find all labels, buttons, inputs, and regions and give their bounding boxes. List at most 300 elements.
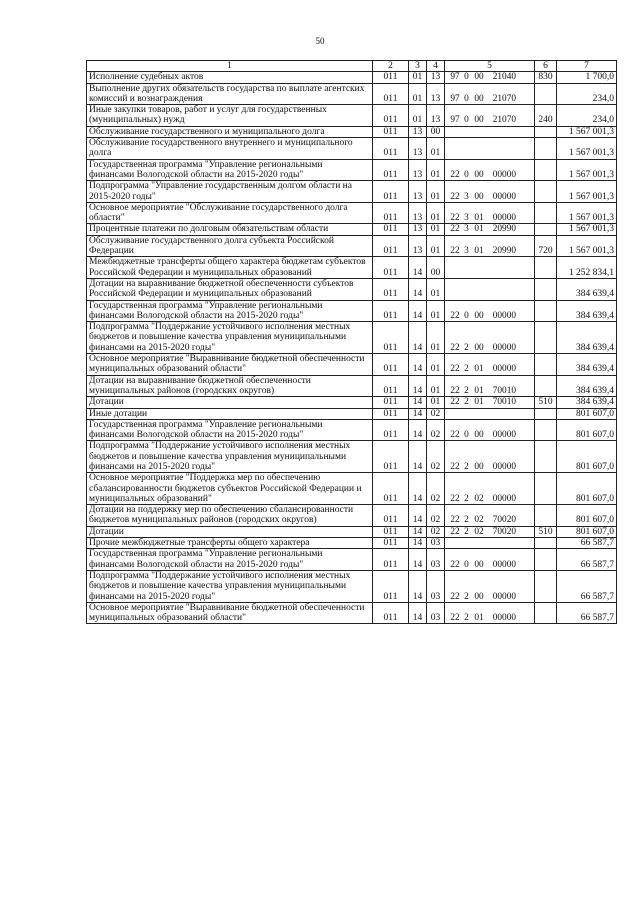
target-article-part: 2 [464,364,469,375]
row-ministry-code: 011 [373,375,409,397]
row-amount: 66 587,7 [557,538,617,549]
row-amount: 801 607,0 [557,408,617,419]
target-article-part: 2 [464,342,469,353]
row-expense-type [535,224,557,235]
row-target-article [445,72,535,83]
row-expense-type: 720 [535,235,557,257]
row-expense-type [535,441,557,473]
target-article-part: 22 [450,515,460,526]
row-section-code: 14 [409,473,427,505]
row-ministry-code: 011 [373,549,409,571]
row-amount: 66 587,7 [557,549,617,571]
row-name: Государственная программа "Управление региональными финансами Вологодской области на 2015-2020 годы" [87,419,373,441]
row-name: Подпрограмма "Поддержание устойчивого исполнения местных бюджетов и повышение качества управления муниципальными финансами на 2015-2020 годы" [87,441,373,473]
target-article-part: 0 [464,169,469,180]
row-target-article [445,181,535,203]
row-ministry-code: 011 [373,538,409,549]
row-subsection-code: 01 [427,300,445,322]
target-article-part: 22 [450,169,460,180]
target-article-part: 20990 [492,246,516,257]
row-ministry-code: 011 [373,224,409,235]
row-target-article [445,526,535,537]
row-amount: 801 607,0 [557,526,617,537]
row-expense-type [535,602,557,624]
target-article-part: 22 [450,385,460,396]
target-article-part: 22 [450,224,460,235]
table-row [87,473,617,505]
target-article-part: 70010 [492,397,516,408]
target-article-part: 02 [474,526,484,537]
target-article-part: 00000 [492,613,516,624]
target-article-part: 01 [474,385,484,396]
target-article-part: 2 [464,526,469,537]
row-subsection-code: 00 [427,257,445,279]
target-article-part: 97 [450,72,460,83]
row-name: Дотации на поддержку мер по обеспечению сбалансированности бюджетов муниципальных районов (городских округов) [87,505,373,527]
row-expense-type: 510 [535,526,557,537]
target-article-part: 22 [450,613,460,624]
row-name: Прочие межбюджетные трансферты общего характера [87,538,373,549]
target-article-part: 2 [464,591,469,602]
target-article-part: 00000 [492,191,516,202]
row-subsection-code: 01 [427,375,445,397]
row-target-article [445,549,535,571]
target-article-part: 3 [464,246,469,257]
target-article-part: 2 [464,397,469,408]
target-article-part: 00000 [492,461,516,472]
row-name: Выполнение других обязательств государства по выплате агентских комиссий и вознаграждения [87,83,373,105]
row-amount: 801 607,0 [557,441,617,473]
row-subsection-code: 01 [427,202,445,224]
row-subsection-code: 01 [427,224,445,235]
row-name: Основное мероприятие "Выравнивание бюджетной обеспеченности муниципальных образований области" [87,354,373,376]
target-article-part: 97 [450,93,460,104]
target-article-part: 00000 [492,430,516,441]
row-amount: 234,0 [557,83,617,105]
row-target-article [445,441,535,473]
row-name: Исполнение судебных актов [87,72,373,83]
target-article-part: 00000 [492,169,516,180]
row-subsection-code: 02 [427,441,445,473]
row-ministry-code: 011 [373,397,409,408]
target-article-part: 22 [450,591,460,602]
target-article-part: 22 [450,526,460,537]
row-expense-type [535,202,557,224]
row-expense-type [535,549,557,571]
row-target-article [445,354,535,376]
column-header: 2 [373,61,409,72]
row-ministry-code: 011 [373,83,409,105]
row-expense-type: 830 [535,72,557,83]
row-target-article [445,105,535,127]
row-name: Подпрограмма "Поддержание устойчивого исполнения местных бюджетов и повышение качества управления муниципальными финансами на 2015-2020 годы" [87,322,373,354]
target-article-part: 00000 [492,310,516,321]
row-subsection-code: 01 [427,181,445,203]
target-article-part: 3 [464,213,469,224]
row-amount: 1 567 001,3 [557,202,617,224]
column-header: 7 [557,61,617,72]
row-amount: 384 639,4 [557,278,617,300]
table-header-row [87,61,617,72]
row-subsection-code: 02 [427,419,445,441]
row-section-code: 14 [409,375,427,397]
row-expense-type [535,375,557,397]
row-amount: 801 607,0 [557,419,617,441]
row-section-code: 14 [409,505,427,527]
row-name: Дотации на выравнивание бюджетной обеспеченности муниципальных районов (городских округов) [87,375,373,397]
row-amount: 66 587,7 [557,602,617,624]
table-row [87,408,617,419]
row-target-article [445,473,535,505]
row-ministry-code: 011 [373,126,409,137]
row-ministry-code: 011 [373,526,409,537]
row-name: Иные закупки товаров, работ и услуг для государственных (муниципальных) нужд [87,105,373,127]
row-subsection-code: 01 [427,397,445,408]
row-expense-type [535,505,557,527]
target-article-part: 00000 [492,364,516,375]
row-expense-type [535,300,557,322]
row-section-code: 13 [409,235,427,257]
row-amount: 801 607,0 [557,473,617,505]
row-ministry-code: 011 [373,473,409,505]
row-target-article [445,505,535,527]
table-row [87,181,617,203]
row-expense-type [535,181,557,203]
row-ministry-code: 011 [373,300,409,322]
row-ministry-code: 011 [373,72,409,83]
row-name: Межбюджетные трансферты общего характера бюджетам субъектов Российской Федерации и муниципальных образований [87,257,373,279]
row-section-code: 13 [409,126,427,137]
column-header: 1 [87,61,373,72]
row-section-code: 14 [409,257,427,279]
target-article-part: 22 [450,310,460,321]
target-article-part: 20990 [492,224,516,235]
row-amount: 1 567 001,3 [557,126,617,137]
row-expense-type [535,473,557,505]
table-row [87,419,617,441]
target-article-part: 22 [450,559,460,570]
table-row [87,505,617,527]
target-article-part: 70010 [492,385,516,396]
target-article-part: 00000 [492,213,516,224]
row-section-code: 01 [409,83,427,105]
row-section-code: 14 [409,408,427,419]
row-target-article [445,83,535,105]
target-article-part: 00 [474,461,484,472]
target-article-part: 0 [464,115,469,126]
row-section-code: 14 [409,397,427,408]
row-subsection-code: 01 [427,278,445,300]
table-row [87,105,617,127]
target-article-part: 2 [464,515,469,526]
row-ministry-code: 011 [373,441,409,473]
table-row [87,322,617,354]
row-target-article [445,202,535,224]
row-name: Процентные платежи по долговым обязательствам области [87,224,373,235]
row-ministry-code: 011 [373,278,409,300]
row-ministry-code: 011 [373,202,409,224]
row-amount: 801 607,0 [557,505,617,527]
target-article-part: 02 [474,515,484,526]
row-expense-type [535,278,557,300]
row-target-article [445,224,535,235]
row-amount: 384 639,4 [557,300,617,322]
row-ministry-code: 011 [373,322,409,354]
table-row [87,72,617,83]
table-row [87,202,617,224]
row-amount: 234,0 [557,105,617,127]
row-target-article [445,159,535,181]
row-expense-type [535,257,557,279]
target-article-part: 2 [464,613,469,624]
row-ministry-code: 011 [373,159,409,181]
row-section-code: 01 [409,105,427,127]
row-subsection-code: 01 [427,235,445,257]
row-expense-type [535,538,557,549]
row-section-code: 14 [409,354,427,376]
target-article-part: 2 [464,493,469,504]
row-subsection-code: 03 [427,549,445,571]
target-article-part: 3 [464,224,469,235]
table-row [87,526,617,537]
row-target-article [445,126,535,137]
target-article-part: 0 [464,93,469,104]
row-ministry-code: 011 [373,235,409,257]
row-section-code: 14 [409,419,427,441]
row-subsection-code: 01 [427,159,445,181]
row-amount: 1 252 834,1 [557,257,617,279]
row-subsection-code: 02 [427,473,445,505]
target-article-part: 70020 [492,515,516,526]
table-row [87,138,617,160]
column-header: 4 [427,61,445,72]
row-amount: 1 567 001,3 [557,224,617,235]
row-name: Подпрограмма "Управление государственным долгом области на 2015-2020 годы" [87,181,373,203]
row-name: Подпрограмма "Поддержание устойчивого исполнения местных бюджетов и повышение качества управления муниципальными финансами на 2015-2020 годы" [87,570,373,602]
table-row [87,570,617,602]
row-section-code: 13 [409,181,427,203]
row-section-code: 13 [409,138,427,160]
row-ministry-code: 011 [373,408,409,419]
table-body [87,72,617,624]
row-name: Основное мероприятие "Обслуживание государственного долга области" [87,202,373,224]
row-amount: 1 567 001,3 [557,181,617,203]
row-expense-type: 240 [535,105,557,127]
row-amount: 1 700,0 [557,72,617,83]
target-article-part: 01 [474,213,484,224]
target-article-part: 00 [474,559,484,570]
target-article-part: 22 [450,364,460,375]
row-expense-type [535,126,557,137]
row-section-code: 14 [409,441,427,473]
target-article-part: 3 [464,191,469,202]
row-section-code: 14 [409,570,427,602]
target-article-part: 2 [464,461,469,472]
row-ministry-code: 011 [373,602,409,624]
row-ministry-code: 011 [373,181,409,203]
row-name: Иные дотации [87,408,373,419]
row-target-article [445,138,535,160]
table-row [87,83,617,105]
row-name: Дотации [87,526,373,537]
target-article-part: 22 [450,461,460,472]
target-article-part: 00 [474,310,484,321]
row-target-article [445,257,535,279]
target-article-part: 2 [464,385,469,396]
row-amount: 384 639,4 [557,397,617,408]
target-article-part: 00000 [492,591,516,602]
row-ministry-code: 011 [373,105,409,127]
row-name: Дотации [87,397,373,408]
table-row [87,159,617,181]
row-amount: 1 567 001,3 [557,159,617,181]
row-subsection-code: 02 [427,505,445,527]
row-expense-type [535,322,557,354]
row-ministry-code: 011 [373,570,409,602]
target-article-part: 22 [450,213,460,224]
row-subsection-code: 13 [427,105,445,127]
target-article-part: 21070 [492,93,516,104]
target-article-part: 00 [474,191,484,202]
target-article-part: 00 [474,72,484,83]
table-row [87,300,617,322]
table-row [87,375,617,397]
target-article-part: 01 [474,397,484,408]
row-target-article [445,375,535,397]
target-article-part: 00000 [492,559,516,570]
row-target-article [445,397,535,408]
target-article-part: 01 [474,364,484,375]
target-article-part: 00000 [492,493,516,504]
row-target-article [445,235,535,257]
row-name: Обслуживание государственного и муниципального долга [87,126,373,137]
row-target-article [445,408,535,419]
target-article-part: 01 [474,246,484,257]
row-target-article [445,300,535,322]
table-row [87,441,617,473]
row-expense-type [535,159,557,181]
row-subsection-code: 01 [427,322,445,354]
target-article-part: 22 [450,342,460,353]
table-row [87,257,617,279]
row-amount: 1 567 001,3 [557,235,617,257]
table-row [87,397,617,408]
table-row [87,538,617,549]
target-article-part: 22 [450,246,460,257]
target-article-part: 21070 [492,115,516,126]
table-row [87,549,617,571]
row-subsection-code: 03 [427,570,445,602]
row-subsection-code: 01 [427,354,445,376]
row-name: Основное мероприятие "Поддержка мер по обеспечению сбалансированности бюджетов субъектов Российской Федерации и муниципальных образований" [87,473,373,505]
row-amount: 384 639,4 [557,322,617,354]
row-section-code: 14 [409,549,427,571]
target-article-part: 0 [464,430,469,441]
row-expense-type [535,419,557,441]
row-amount: 1 567 001,3 [557,138,617,160]
row-subsection-code: 03 [427,602,445,624]
row-expense-type [535,138,557,160]
row-target-article [445,570,535,602]
row-section-code: 01 [409,72,427,83]
row-ministry-code: 011 [373,138,409,160]
target-article-part: 02 [474,493,484,504]
row-subsection-code: 13 [427,72,445,83]
row-section-code: 14 [409,278,427,300]
target-article-part: 0 [464,559,469,570]
target-article-part: 01 [474,613,484,624]
target-article-part: 00 [474,115,484,126]
row-amount: 66 587,7 [557,570,617,602]
row-amount: 384 639,4 [557,354,617,376]
row-name: Государственная программа "Управление региональными финансами Вологодской области на 2015-2020 годы" [87,159,373,181]
row-name: Основное мероприятие "Выравнивание бюджетной обеспеченности муниципальных образований области" [87,602,373,624]
row-section-code: 14 [409,602,427,624]
target-article-part: 0 [464,310,469,321]
target-article-part: 00 [474,430,484,441]
target-article-part: 00 [474,169,484,180]
column-header: 6 [535,61,557,72]
row-section-code: 13 [409,202,427,224]
row-expense-type [535,354,557,376]
row-target-article [445,538,535,549]
target-article-part: 00 [474,342,484,353]
target-article-part: 0 [464,72,469,83]
row-expense-type: 510 [535,397,557,408]
row-name: Государственная программа "Управление региональными финансами Вологодской области на 2015-2020 годы" [87,549,373,571]
table-row [87,602,617,624]
target-article-part: 01 [474,224,484,235]
target-article-part: 70020 [492,526,516,537]
row-ministry-code: 011 [373,257,409,279]
row-subsection-code: 03 [427,538,445,549]
row-section-code: 14 [409,538,427,549]
row-ministry-code: 011 [373,354,409,376]
row-amount: 384 639,4 [557,375,617,397]
table-row [87,126,617,137]
row-expense-type [535,83,557,105]
row-expense-type [535,408,557,419]
table-row [87,224,617,235]
page-number: 50 [315,36,325,46]
target-article-part: 22 [450,191,460,202]
column-header: 5 [445,61,535,72]
row-name: Обслуживание государственного внутреннего и муниципального долга [87,138,373,160]
row-subsection-code: 02 [427,526,445,537]
target-article-part: 97 [450,115,460,126]
table-row [87,235,617,257]
row-target-article [445,278,535,300]
target-article-part: 00 [474,93,484,104]
target-article-part: 00000 [492,342,516,353]
target-article-part: 00 [474,591,484,602]
row-subsection-code: 01 [427,138,445,160]
row-section-code: 14 [409,322,427,354]
row-target-article [445,322,535,354]
table-row [87,278,617,300]
row-ministry-code: 011 [373,505,409,527]
row-section-code: 14 [409,526,427,537]
row-name: Обслуживание государственного долга субъекта Российской Федерации [87,235,373,257]
row-section-code: 13 [409,159,427,181]
row-subsection-code: 13 [427,83,445,105]
row-expense-type [535,570,557,602]
row-target-article [445,419,535,441]
row-subsection-code: 00 [427,126,445,137]
row-name: Государственная программа "Управление региональными финансами Вологодской области на 2015-2020 годы" [87,300,373,322]
table-row [87,354,617,376]
row-name: Дотации на выравнивание бюджетной обеспеченности субъектов Российской Федерации и муниципальных образований [87,278,373,300]
